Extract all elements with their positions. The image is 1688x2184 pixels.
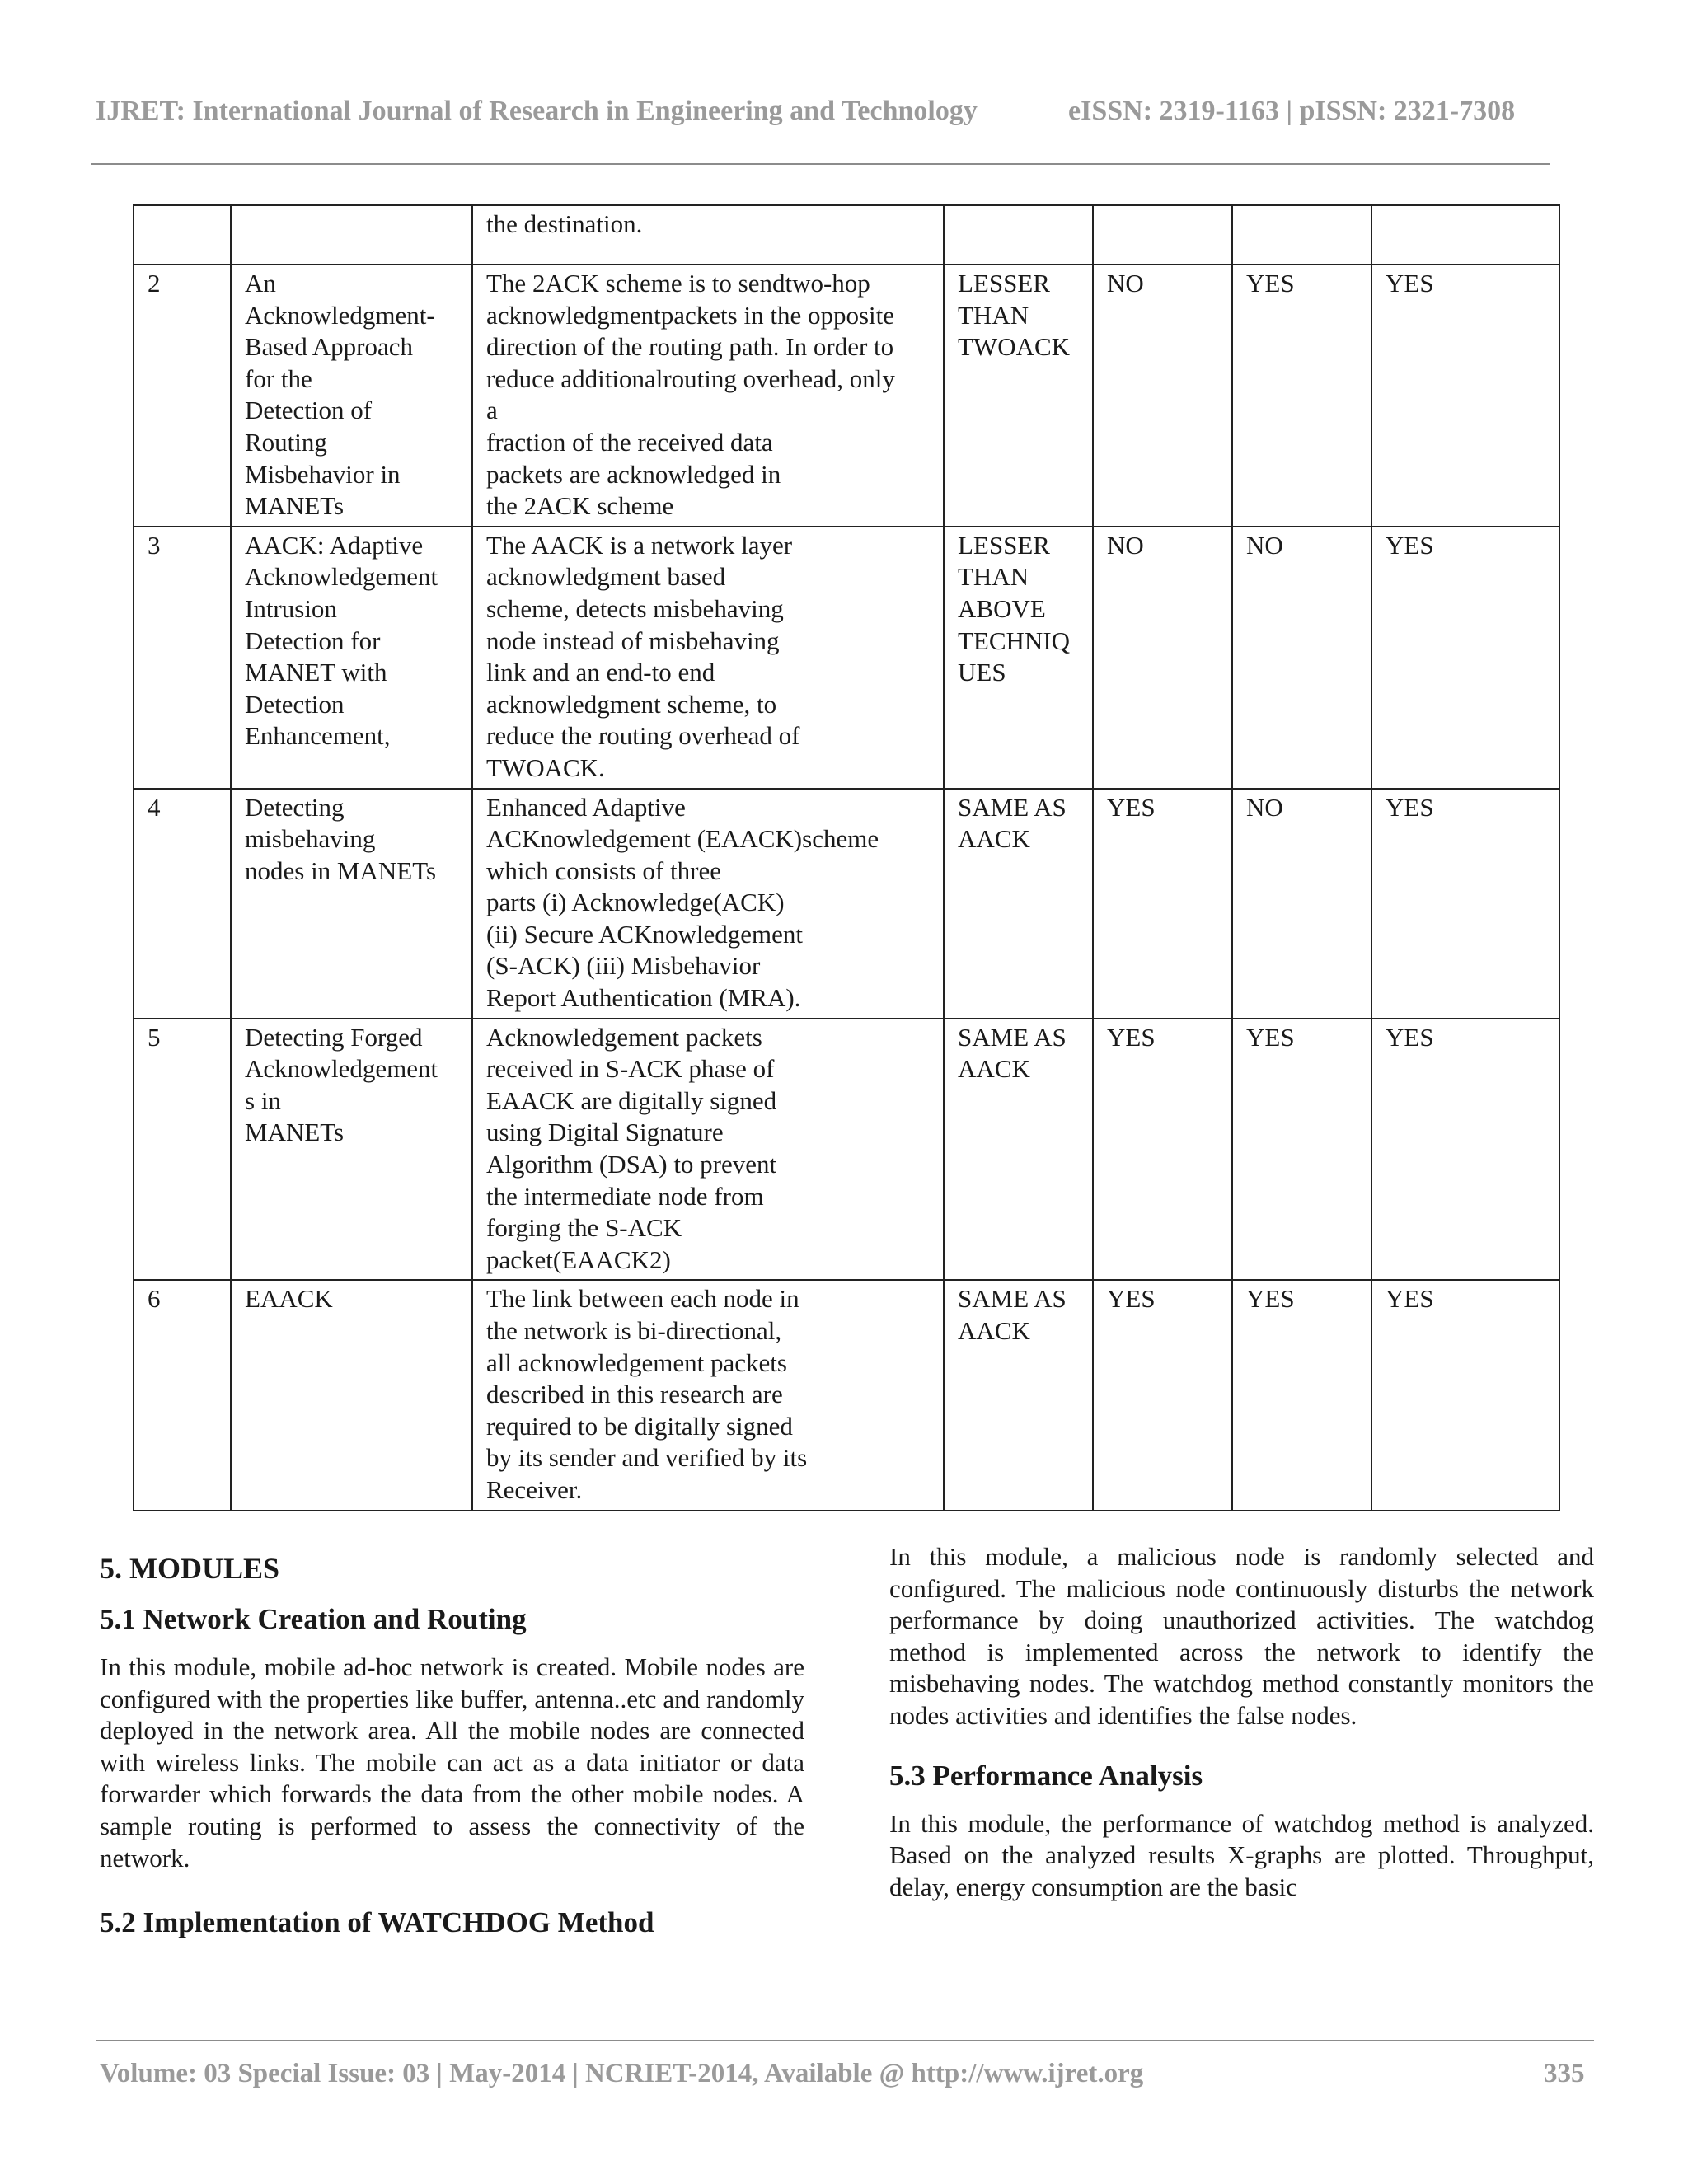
cell-overhead xyxy=(944,1280,1093,1510)
page-number: 335 xyxy=(1544,2059,1585,2088)
cell-title xyxy=(231,1019,472,1281)
cell-overhead-line: TECHNIQ xyxy=(958,626,1071,655)
cell-title-line: Intrusion xyxy=(245,593,337,623)
cell-title xyxy=(231,205,472,265)
table-row xyxy=(134,1019,1559,1281)
cell-title-line: Acknowledgement xyxy=(245,1054,438,1084)
cell-description-line: link and an end-to end xyxy=(486,658,715,687)
cell-description-line: node instead of misbehaving xyxy=(486,626,780,655)
cell-overhead-line: THAN xyxy=(958,562,1029,592)
right-column xyxy=(889,1542,1594,1903)
subsection-heading-5-2: 5.2 Implementation of WATCHDOG Method xyxy=(100,1906,654,1939)
cell-description-line: reduce the routing overhead of xyxy=(486,721,800,751)
cell-description-line: acknowledgmentpackets in the opposite xyxy=(486,300,895,330)
cell-description-line: acknowledgment based xyxy=(486,562,726,592)
cell-title-line: misbehaving xyxy=(245,824,376,854)
cell-c7: YES xyxy=(1372,265,1559,527)
cell-description-line: all acknowledgement packets xyxy=(486,1347,787,1377)
cell-c5: NO xyxy=(1093,265,1232,527)
cell-title xyxy=(231,265,472,527)
cell-c5: YES xyxy=(1093,789,1232,1019)
cell-title-line: Detection of xyxy=(245,396,373,425)
cell-description xyxy=(472,1019,944,1281)
table-row xyxy=(134,205,1559,265)
cell-c6: YES xyxy=(1232,265,1372,527)
cell-title-line: MANETs xyxy=(245,491,345,521)
cell-overhead-line: TWOACK xyxy=(958,332,1071,362)
cell-overhead-line: SAME AS xyxy=(958,792,1067,822)
cell-c6 xyxy=(1232,205,1372,265)
cell-title-line: Enhancement, xyxy=(245,721,391,751)
comparison-table xyxy=(133,204,1560,1511)
cell-no: 2 xyxy=(134,265,231,527)
cell-overhead-line: AACK xyxy=(958,1316,1030,1345)
cell-c6: YES xyxy=(1232,1019,1372,1281)
cell-description-line: the destination. xyxy=(486,209,643,238)
cell-description-line: EAACK are digitally signed xyxy=(486,1085,777,1115)
cell-c5: YES xyxy=(1093,1019,1232,1281)
cell-overhead xyxy=(944,527,1093,789)
cell-overhead-line: SAME AS xyxy=(958,1284,1067,1314)
cell-c5: NO xyxy=(1093,527,1232,789)
cell-description-line: the 2ACK scheme xyxy=(486,491,674,521)
cell-description-line: Report Authentication (MRA). xyxy=(486,983,801,1013)
cell-title xyxy=(231,1280,472,1510)
cell-description xyxy=(472,205,944,265)
cell-c5 xyxy=(1093,205,1232,265)
paragraph-5-1: In this module, mobile ad-hoc network is created. Mobile nodes are configured with the properties like buffer, antenna..etc and randomly deployed in the network area. All the mobile nodes are connected with wireless links. The mobile can act as a data initiator or data forwarder which forwards the data from the other mobile nodes. A sample routing is performed to assess the connectivity of the network. xyxy=(100,1652,804,1872)
cell-description-line: received in S-ACK phase of xyxy=(486,1054,775,1084)
cell-title-line: Detecting xyxy=(245,792,345,822)
cell-description-line: The link between each node in xyxy=(486,1284,799,1314)
cell-description-line: the intermediate node from xyxy=(486,1181,764,1211)
cell-description-line: Algorithm (DSA) to prevent xyxy=(486,1150,777,1179)
cell-description-line: Receiver. xyxy=(486,1474,583,1504)
cell-description-line: reduce additionalrouting overhead, only xyxy=(486,363,895,393)
header-rule xyxy=(91,163,1550,165)
section-heading-modules: 5. MODULES xyxy=(100,1552,280,1585)
cell-overhead-line: LESSER xyxy=(958,269,1050,298)
cell-no: 4 xyxy=(134,789,231,1019)
cell-description-line: fraction of the received data xyxy=(486,427,773,457)
cell-c5: YES xyxy=(1093,1280,1232,1510)
cell-c7: YES xyxy=(1372,1280,1559,1510)
cell-description-line: the network is bi-directional, xyxy=(486,1316,782,1345)
cell-description-line: by its sender and verified by its xyxy=(486,1443,808,1473)
cell-description-line: ACKnowledgement (EAACK)scheme xyxy=(486,824,879,854)
cell-description-line: packets are acknowledged in xyxy=(486,459,781,489)
cell-description-line: packet(EAACK2) xyxy=(486,1244,671,1274)
cell-overhead-line: THAN xyxy=(958,300,1029,330)
cell-title-line: Detecting Forged xyxy=(245,1022,423,1052)
running-header xyxy=(96,96,1546,127)
table-row xyxy=(134,1280,1559,1510)
left-column xyxy=(100,1551,804,1940)
cell-description-line: The AACK is a network layer xyxy=(486,530,793,560)
cell-description-line: forging the S-ACK xyxy=(486,1213,682,1243)
subsection-heading-5-3: 5.3 Performance Analysis xyxy=(889,1759,1203,1792)
cell-no: 3 xyxy=(134,527,231,789)
cell-description-line: using Digital Signature xyxy=(486,1118,724,1147)
cell-description-line: parts (i) Acknowledge(ACK) xyxy=(486,888,785,917)
table-row xyxy=(134,265,1559,527)
cell-overhead xyxy=(944,265,1093,527)
cell-title-line: An xyxy=(245,269,276,298)
cell-title-line: for the xyxy=(245,363,312,393)
cell-description-line: which consists of three xyxy=(486,855,721,885)
table-row xyxy=(134,789,1559,1019)
cell-c6: YES xyxy=(1232,1280,1372,1510)
cell-c7: YES xyxy=(1372,527,1559,789)
cell-title-line: s in xyxy=(245,1085,281,1115)
cell-title-line: Detection xyxy=(245,689,345,719)
cell-description-line: TWOACK. xyxy=(486,752,605,782)
cell-c6: NO xyxy=(1232,527,1372,789)
cell-title-line: Acknowledgement xyxy=(245,562,438,592)
cell-title-line: Detection for xyxy=(245,626,381,655)
cell-description-line: acknowledgment scheme, to xyxy=(486,689,777,719)
cell-title-line: Acknowledgment- xyxy=(245,300,435,330)
cell-title-line: MANETs xyxy=(245,1118,345,1147)
cell-description-line: The 2ACK scheme is to sendtwo-hop xyxy=(486,269,870,298)
subsection-heading-5-1: 5.1 Network Creation and Routing xyxy=(100,1603,527,1635)
cell-description-line: (S-ACK) (iii) Misbehavior xyxy=(486,951,761,981)
cell-c7: YES xyxy=(1372,1019,1559,1281)
cell-title xyxy=(231,527,472,789)
cell-description-line: a xyxy=(486,396,498,425)
cell-title-line: MANET with xyxy=(245,658,387,687)
cell-title xyxy=(231,789,472,1019)
cell-overhead xyxy=(944,789,1093,1019)
cell-description-line: required to be digitally signed xyxy=(486,1411,793,1441)
cell-no: 5 xyxy=(134,1019,231,1281)
cell-title-line: nodes in MANETs xyxy=(245,855,437,885)
cell-c7 xyxy=(1372,205,1559,265)
cell-c7: YES xyxy=(1372,789,1559,1019)
cell-c6: NO xyxy=(1232,789,1372,1019)
footer-text: Volume: 03 Special Issue: 03 | May-2014 | NCRIET-2014, Available @ http://www.ijret.org xyxy=(100,2059,1144,2088)
cell-description xyxy=(472,527,944,789)
cell-no xyxy=(134,205,231,265)
cell-overhead-line: AACK xyxy=(958,1054,1030,1084)
cell-title-line: Misbehavior in xyxy=(245,459,401,489)
cell-description xyxy=(472,789,944,1019)
cell-overhead-line: UES xyxy=(958,658,1006,687)
cell-description-line: described in this research are xyxy=(486,1380,783,1409)
cell-description xyxy=(472,1280,944,1510)
table-row xyxy=(134,527,1559,789)
journal-title: IJRET: International Journal of Research in Engineering and Technology xyxy=(96,96,978,126)
cell-title-line: Based Approach xyxy=(245,332,414,362)
cell-overhead-line: AACK xyxy=(958,824,1030,854)
cell-description-line: Enhanced Adaptive xyxy=(486,792,686,822)
footer-rule xyxy=(96,2040,1594,2041)
cell-title-line: EAACK xyxy=(245,1284,333,1314)
paragraph-5-3: In this module, the performance of watchdog method is analyzed. Based on the analyzed results X-graphs are plotted. Throughput, delay, energy consumption are the basic xyxy=(889,1808,1594,1901)
cell-overhead-line: SAME AS xyxy=(958,1022,1067,1052)
cell-overhead-line: LESSER xyxy=(958,530,1050,560)
cell-overhead-line: ABOVE xyxy=(958,593,1046,623)
paragraph-5-2: In this module, a malicious node is randomly selected and configured. The malicious node continuously disturbs the network performance by doing unauthorized activities. The watchdog method is implemented across the network to identify the misbehaving nodes. The watchdog method constantly monitors the nodes activities and identifies the false nodes. xyxy=(889,1542,1594,1730)
cell-title-line: Routing xyxy=(245,427,327,457)
issn-numbers: eISSN: 2319-1163 | pISSN: 2321-7308 xyxy=(1068,96,1516,126)
cell-description-line: direction of the routing path. In order to xyxy=(486,332,894,362)
cell-description xyxy=(472,265,944,527)
cell-description-line: (ii) Secure ACKnowledgement xyxy=(486,919,803,949)
cell-overhead xyxy=(944,1019,1093,1281)
table-body xyxy=(134,205,1559,1511)
cell-overhead xyxy=(944,205,1093,265)
cell-description-line: Acknowledgement packets xyxy=(486,1022,762,1052)
cell-no: 6 xyxy=(134,1280,231,1510)
cell-title-line: AACK: Adaptive xyxy=(245,530,424,560)
cell-description-line: scheme, detects misbehaving xyxy=(486,593,784,623)
